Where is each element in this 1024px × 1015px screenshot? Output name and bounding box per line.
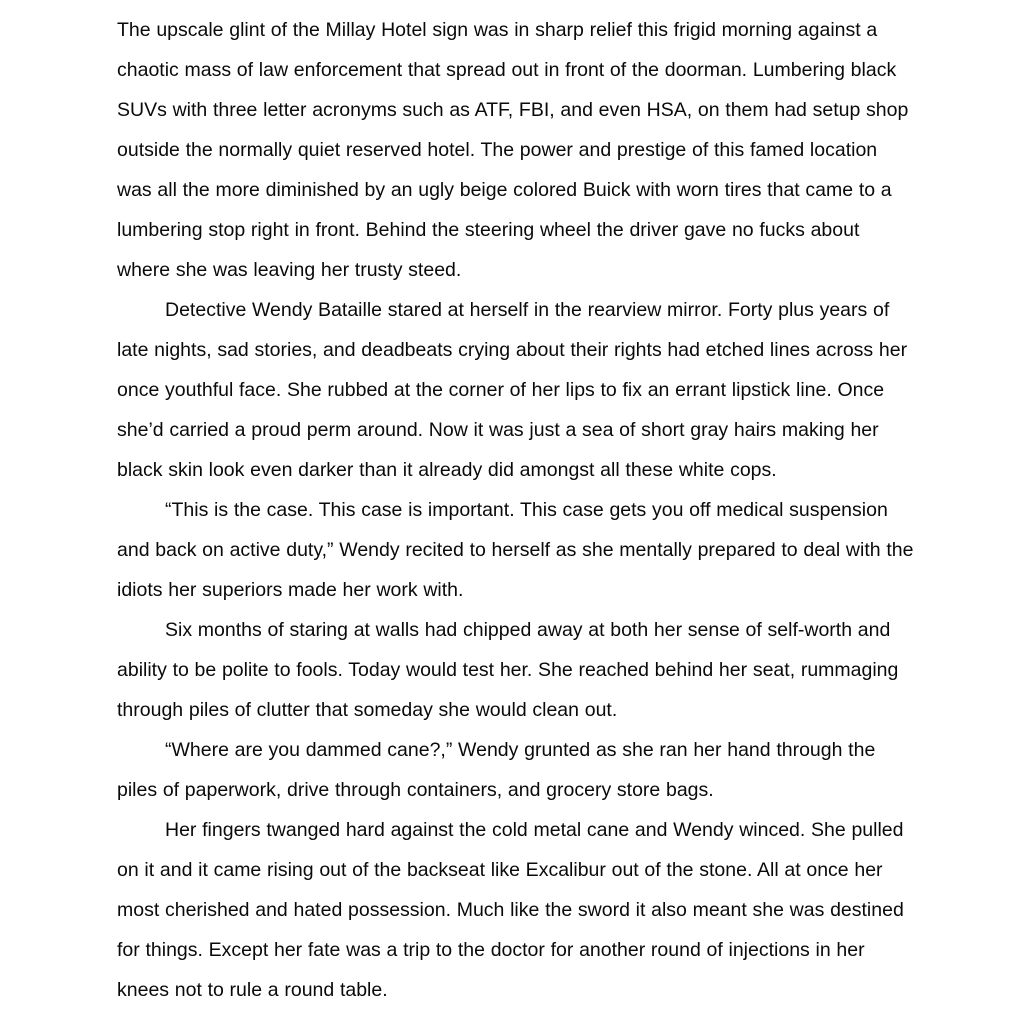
paragraph: Her fingers twanged hard against the cold metal cane and Wendy winced. She pulled on it and it came rising out of the backseat like Excalibur out of the stone. All at once her most cherished and hated possession. Much like the sword it also meant she was destined for things. Except her fate was a trip to the doctor for another round of injections in her knees not to rule a round table. (117, 819, 904, 1001)
paragraph: Six months of staring at walls had chipped away at both her sense of self-worth and ability to be polite to fools. Today would test her. She reached behind her seat, rummaging through piles of clutter that someday she would clean out. (117, 619, 899, 721)
paragraph: “Where are you dammed cane?,” Wendy grunted as she ran her hand through the piles of paperwork, drive through containers, and grocery store bags. (117, 739, 876, 801)
document-text-body (117, 10, 914, 1010)
paragraph: Detective Wendy Bataille stared at herself in the rearview mirror. Forty plus years of late nights, sad stories, and deadbeats crying about their rights had etched lines across her once youthful face. She rubbed at the corner of her lips to fix an errant lipstick line. Once she’d carried a proud perm around. Now it was just a sea of short gray hairs making her black skin look even darker than it already did amongst all these white cops. (117, 299, 908, 481)
paragraph: “This is the case. This case is important. This case gets you off medical suspension and back on active duty,” Wendy recited to herself as she mentally prepared to deal with the idiots her superiors made her work with. (117, 499, 914, 601)
paragraph: The upscale glint of the Millay Hotel sign was in sharp relief this frigid morning against a chaotic mass of law enforcement that spread out in front of the doorman. Lumbering black SUVs with three letter acronyms such as ATF, FBI, and even HSA, on them had setup shop outside the normally quiet reserved hotel. The power and prestige of this famed location was all the more diminished by an ugly beige colored Buick with worn tires that came to a lumbering stop right in front. Behind the steering wheel the driver gave no fucks about where she was leaving her trusty steed. (117, 19, 909, 281)
